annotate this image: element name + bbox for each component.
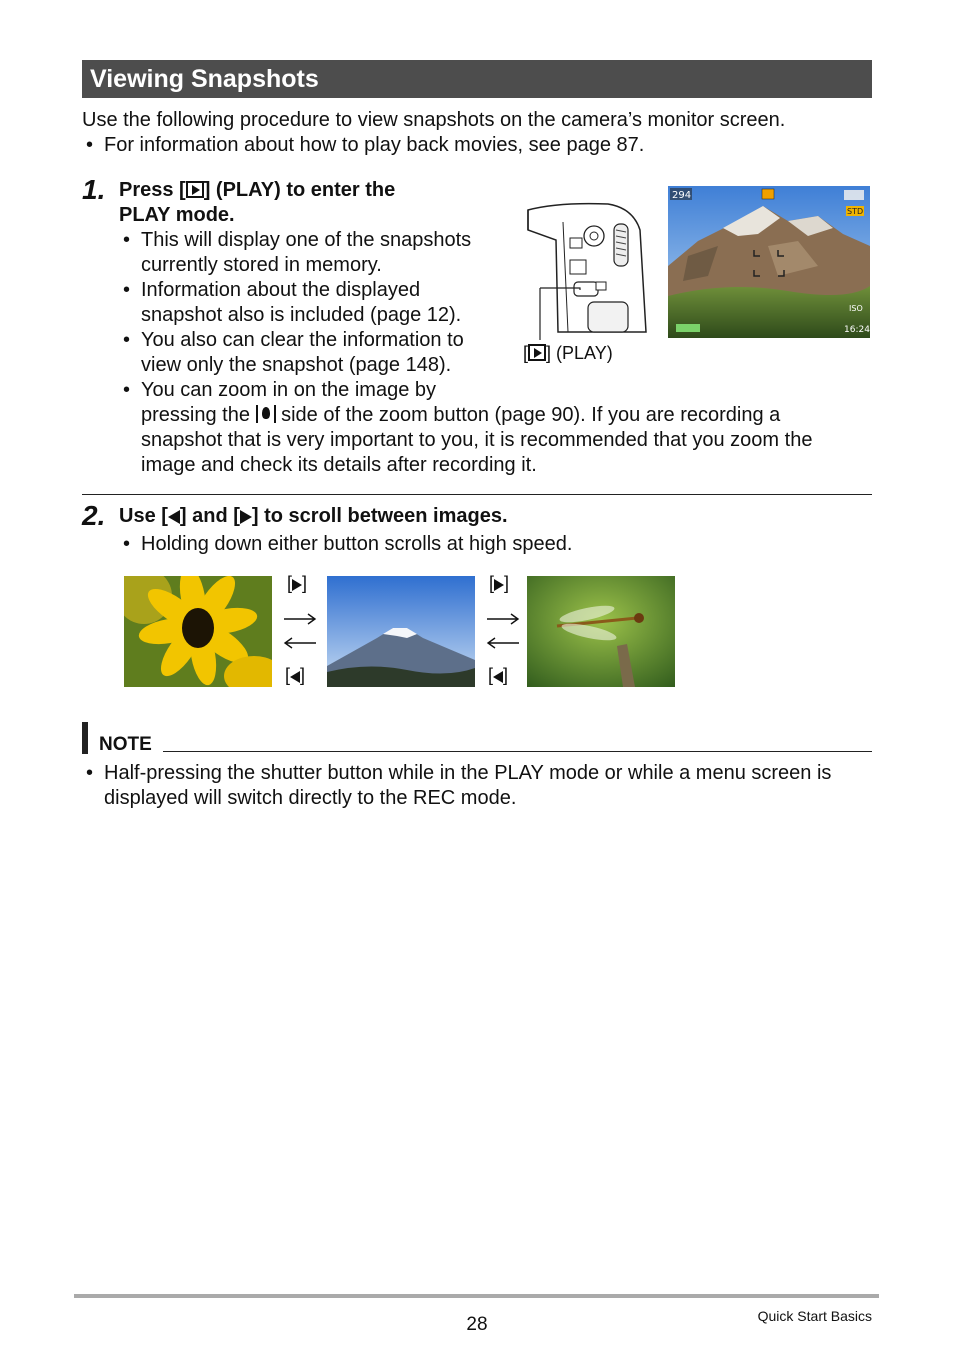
step1-title-b: ] (PLAY) to enter the [203, 179, 396, 201]
play-icon [528, 344, 546, 361]
step2-number: 2. [82, 500, 106, 531]
lcd-iso: ISO [849, 304, 863, 313]
note-text: • Half-pressing the shutter button while in the PLAY mode or while a menu screen is displayed will switch directly to the REC mode. [86, 762, 832, 809]
step1-title-a: Press [ [119, 179, 186, 201]
step1-number: 1. [82, 174, 106, 205]
list-item: • Information about the displayed snapshot also is included (page 12). [123, 279, 462, 326]
section-divider [82, 494, 872, 495]
note-rule [163, 751, 872, 752]
bullet-mark: • [86, 134, 94, 156]
intro-bullet-text: For information about how to play back movies, see page 87. [104, 134, 645, 156]
scroll-arrows-2 [485, 610, 521, 652]
sunflower-photo [124, 576, 272, 687]
zoom-tele-icon [256, 405, 276, 423]
step1-bullets [123, 228, 511, 378]
lcd-playback-image [668, 186, 870, 338]
intro-text: Use the following procedure to view snapshots on the camera’s monitor screen. [82, 109, 786, 131]
left-arrow-icon [168, 510, 180, 524]
camera-illustration [518, 200, 654, 340]
right-arrow-icon [292, 579, 302, 591]
camera-play-label: [ ] (PLAY) [523, 343, 613, 363]
section-title: Viewing Snapshots [82, 60, 872, 98]
note-marker [82, 722, 88, 754]
mount-fuji-photo [327, 576, 475, 687]
step1-title-line2: PLAY mode. [119, 204, 235, 226]
next-button-label-2: [ ] [489, 573, 510, 593]
footer-section: Quick Start Basics [757, 1308, 872, 1324]
play-icon [186, 181, 204, 198]
left-arrow-icon [493, 671, 503, 683]
lcd-quality: STD [847, 207, 864, 216]
lcd-count: 294 [672, 190, 692, 201]
mountain-photo [668, 186, 870, 338]
intro-bullet [86, 133, 884, 158]
scroll-arrows-1 [282, 610, 318, 652]
right-arrow-icon [240, 510, 252, 524]
lcd-time: 16:24 [844, 325, 870, 335]
next-button-label-1: [ ] [287, 573, 308, 593]
prev-button-label-2: [ ] [488, 665, 509, 685]
dragonfly-photo [527, 576, 675, 687]
prev-button-label-1: [ ] [285, 665, 306, 685]
page-number: 28 [466, 1314, 488, 1335]
footer-rule [74, 1294, 879, 1298]
zoom-bullet: • You can zoom in on the image by pressing the side of the zoom button (page 90). If you are recording a snapshot that is very important to you, it is recommended that you zoom the image and check its details after recording it. [123, 379, 813, 476]
note-label: NOTE [99, 734, 152, 755]
left-arrow-icon [290, 671, 300, 683]
step2-bullet: • Holding down either button scrolls at high speed. [123, 533, 573, 555]
step1-title [119, 178, 499, 228]
right-arrow-icon [494, 579, 504, 591]
list-item: • You also can clear the information to view only the snapshot (page 148). [123, 329, 464, 376]
list-item: • This will display one of the snapshots currently stored in memory. [123, 229, 472, 276]
step2-title: Use [ ] and [ ] to scroll between images. [119, 505, 508, 527]
